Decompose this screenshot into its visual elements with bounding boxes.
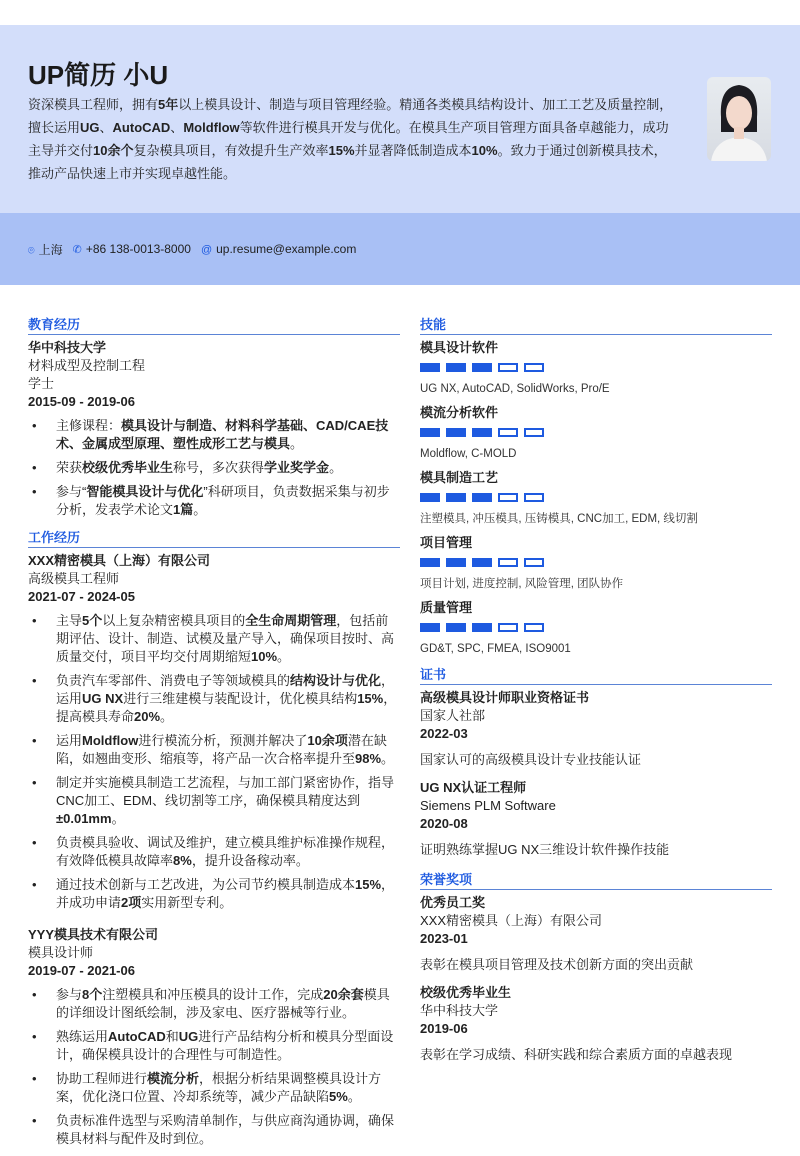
email-text[interactable]: up.resume@example.com (216, 242, 357, 256)
school-name: 华中科技大学 (28, 340, 107, 355)
text-segment: 等软件进行模具开发与优化。在模具生产项目管理方面具备卓越能力，成功主导并交付 (28, 120, 669, 158)
skill-detail: UG NX, AutoCAD, SolidWorks, Pro/E (420, 383, 610, 395)
entry-description: 表彰在学习成绩、科研实践和综合素质方面的卓越表现 (420, 1047, 733, 1062)
education-bullets (28, 417, 400, 519)
text-segment: 以上模具设计、制造与项目管理经验。精通各类模具结构设计、加工工艺及质量控制，擅长运用 (28, 97, 673, 135)
skill-name: 模流分析软件 (420, 405, 499, 420)
text-segment: ，运用 (56, 673, 395, 706)
text-segment: 。 (381, 751, 395, 766)
left-column (28, 314, 400, 1156)
bold-text: 98% (355, 751, 382, 766)
entry-name: 优秀员工奖 (420, 895, 486, 910)
text-segment: 实用新型专利。 (141, 895, 233, 910)
text-segment: 荣获 (56, 460, 83, 475)
level-filled (472, 623, 492, 632)
phone-text: +86 138-0013-8000 (85, 242, 191, 256)
level-empty (498, 363, 518, 372)
certificate-entry (420, 779, 772, 859)
section-title-skills: 技能 (420, 314, 772, 335)
skill-item (420, 339, 772, 398)
level-empty (498, 623, 518, 632)
bold-text: 8% (173, 853, 192, 868)
text-segment: 。 (277, 649, 291, 664)
bold-text: 20余套 (323, 987, 364, 1002)
candidate-name: UP简历 小U (28, 60, 169, 90)
text-segment: 运用 (56, 733, 83, 748)
skill-detail: GD&T, SPC, FMEA, ISO9001 (420, 643, 571, 655)
award-entry (420, 984, 772, 1064)
skill-name: 质量管理 (420, 600, 473, 615)
text-segment: 参与 (56, 987, 83, 1002)
level-empty (498, 428, 518, 437)
section-title-awards: 荣誉奖项 (420, 869, 772, 890)
text-segment: ，根据分析结果调整模具设计方案，优化浇口位置、冷却系统等，减少产品缺陷 (56, 1071, 382, 1104)
level-filled (420, 493, 440, 502)
level-empty (498, 493, 518, 502)
level-filled (446, 623, 466, 632)
bold-text: 模流分析 (147, 1071, 200, 1086)
text-segment: 负责模具验收、调试及维护，建立模具维护标准操作规程，有效降低模具故障率 (56, 835, 395, 868)
text-segment: ，提高模具寿命 (56, 691, 397, 724)
level-filled (446, 493, 466, 502)
contact-phone (73, 242, 191, 256)
entry-org: 华中科技大学 (420, 1003, 499, 1018)
bullet-item (28, 732, 400, 768)
bold-text: 20% (134, 709, 161, 724)
contact-email (201, 242, 356, 256)
bold-text: 校级优秀毕业生 (82, 460, 174, 475)
location-pin-icon: ⌾ (28, 244, 35, 257)
level-filled (472, 558, 492, 567)
major: 材料成型及控制工程 (28, 358, 146, 373)
skill-level-bar (420, 623, 772, 632)
bold-text: AutoCAD (112, 120, 171, 135)
text-segment: 。 (160, 709, 174, 724)
text-segment: 复杂模具项目，有效提升生产效率 (133, 143, 329, 158)
bullet-item (28, 1070, 400, 1106)
text-segment: ，提升设备稼动率。 (191, 853, 309, 868)
text-segment: 潜在缺陷，如翘曲变形、缩痕等，将产品一次合格率提升至 (56, 733, 387, 766)
text-segment: 协助工程师进行 (56, 1071, 148, 1086)
text-segment: 参与“ (56, 484, 87, 499)
bullet-item (28, 1028, 400, 1064)
bold-text: UG (178, 1029, 199, 1044)
level-empty (498, 558, 518, 567)
bold-text: 10余个 (93, 143, 134, 158)
job-dates: 2021-07 - 2024-05 (28, 589, 135, 604)
email-at-icon: @ (200, 244, 213, 256)
bullet-item (28, 483, 400, 519)
skill-detail: 注塑模具, 冲压模具, 压铸模具, CNC加工, EDM, 线切割 (420, 513, 698, 525)
skill-item (420, 599, 772, 658)
skill-name: 项目管理 (420, 535, 473, 550)
bold-text: 5年 (158, 97, 179, 112)
bold-text: 全生命周期管理 (245, 613, 337, 628)
bold-text: UG NX (82, 691, 124, 706)
text-segment: 。 (347, 1089, 361, 1104)
job-role: 高级模具工程师 (28, 571, 120, 586)
certificate-entry (420, 689, 772, 769)
job-entry (28, 552, 400, 912)
text-segment: 进行三维建模与装配设计，优化模具结构 (123, 691, 358, 706)
text-segment: 制定并实施模具制造工艺流程，与加工部门紧密协作，指导CNC加工、EDM、线切割等工序，确保模具精度达到 (56, 775, 395, 808)
level-filled (420, 363, 440, 372)
entry-description: 国家认可的高级模具设计专业技能认证 (420, 752, 642, 767)
bullet-item (28, 1112, 400, 1148)
skill-item (420, 404, 772, 463)
text-segment: 。 (290, 436, 304, 451)
bold-text: 8个 (82, 987, 103, 1002)
text-segment: 以上复杂精密模具项目的 (102, 613, 246, 628)
phone-icon: ✆ (72, 244, 82, 256)
awards-list (420, 894, 772, 1064)
text-segment: 。致力于通过创新模具技术，推动产品快速上市并实现卓越性能。 (28, 143, 667, 181)
text-segment: 模具的详细设计图纸绘制，涉及家电、医疗器械等行业。 (56, 987, 390, 1020)
entry-date: 2022-03 (420, 726, 468, 741)
entry-date: 2023-01 (420, 931, 468, 946)
text-segment: ，包括前期评估、设计、制造、试模及量产导入，确保项目按时、高质量交付，项目平均交付周期缩短 (56, 613, 395, 664)
text-segment: 通过技术创新与工艺改进，为公司节约模具制造成本 (56, 877, 356, 892)
skill-level-bar (420, 363, 772, 372)
contact-location (28, 241, 63, 258)
bullet-item (28, 986, 400, 1022)
text-segment: 。 (193, 502, 207, 517)
skill-level-bar (420, 428, 772, 437)
bold-text: 15% (357, 691, 384, 706)
level-filled (472, 493, 492, 502)
bold-text: Moldflow (82, 733, 139, 748)
bold-text: 5个 (82, 613, 103, 628)
level-empty (524, 623, 544, 632)
level-filled (472, 363, 492, 372)
skill-level-bar (420, 493, 772, 502)
entry-name: 校级优秀毕业生 (420, 985, 512, 1000)
text-segment: 负责汽车零部件、消费电子等领域模具的 (56, 673, 291, 688)
bullet-item (28, 612, 400, 666)
certificates-list (420, 689, 772, 859)
entry-name: 高级模具设计师职业资格证书 (420, 690, 590, 705)
text-segment: 主导 (56, 613, 83, 628)
award-entry (420, 894, 772, 974)
bullet-item (28, 834, 400, 870)
bold-text: 学业奖学金 (264, 460, 330, 475)
text-segment: 、 (170, 120, 184, 135)
bullet-item (28, 876, 400, 912)
text-segment: 资深模具工程师，拥有 (28, 97, 159, 112)
text-segment: 注塑模具和冲压模具的设计工作，完成 (102, 987, 324, 1002)
job-entry (28, 926, 400, 1148)
job-role: 模具设计师 (28, 945, 94, 960)
education-dates: 2015-09 - 2019-06 (28, 394, 135, 409)
bold-text: 10余项 (307, 733, 348, 748)
text-segment: 。 (111, 811, 125, 826)
bullet-item (28, 774, 400, 828)
level-filled (446, 363, 466, 372)
section-title-education: 教育经历 (28, 314, 400, 335)
entry-date: 2019-06 (420, 1021, 468, 1036)
degree: 学士 (28, 376, 55, 391)
bold-text: Moldflow (183, 120, 240, 135)
text-segment: 进行模流分析，预测并解决了 (138, 733, 308, 748)
bullet-item (28, 672, 400, 726)
bold-text: ±0.01mm (56, 811, 112, 826)
contact-bar (0, 213, 800, 285)
bold-text: 5% (329, 1089, 348, 1104)
bullet-item (28, 459, 400, 477)
skill-item (420, 469, 772, 528)
skill-level-bar (420, 558, 772, 567)
level-filled (472, 428, 492, 437)
bold-text: 15% (328, 143, 355, 158)
entry-description: 证明熟练掌握UG NX三维设计软件操作技能 (420, 842, 670, 857)
company-name: XXX精密模具（上海）有限公司 (28, 553, 211, 568)
text-segment: 和 (165, 1029, 179, 1044)
skill-item (420, 534, 772, 593)
summary (28, 93, 678, 185)
bold-text: 15% (355, 877, 382, 892)
text-segment: 、 (99, 120, 113, 135)
text-segment: 并显著降低制造成本 (354, 143, 472, 158)
job-bullets (28, 986, 400, 1148)
text-segment: 熟练运用 (56, 1029, 109, 1044)
text-segment: 。 (329, 460, 343, 475)
entry-org: XXX精密模具（上海）有限公司 (420, 913, 603, 928)
skill-name: 模具制造工艺 (420, 470, 499, 485)
skill-detail: 项目计划, 进度控制, 风险管理, 团队协作 (420, 578, 624, 590)
bold-text: 结构设计与优化 (290, 673, 382, 688)
level-filled (420, 623, 440, 632)
entry-org: Siemens PLM Software (420, 798, 556, 813)
header (0, 25, 800, 213)
company-name: YYY模具技术有限公司 (28, 927, 159, 942)
location-text: 上海 (38, 242, 63, 257)
job-dates: 2019-07 - 2021-06 (28, 963, 135, 978)
bold-text: 智能模具设计与优化 (86, 484, 204, 499)
text-segment: 称号，多次获得 (173, 460, 265, 475)
text-segment: 主修课程： (56, 418, 122, 433)
level-empty (524, 558, 544, 567)
section-title-work: 工作经历 (28, 527, 400, 548)
level-empty (524, 363, 544, 372)
bold-text: 10% (471, 143, 498, 158)
bold-text: AutoCAD (108, 1029, 166, 1044)
level-filled (420, 558, 440, 567)
bold-text: UG (80, 120, 100, 135)
level-empty (524, 428, 544, 437)
bold-text: 模具设计与制造、材料科学基础、CAD/CAE技术、金属成型原理、塑性成形工艺与模具 (56, 418, 389, 451)
level-filled (446, 558, 466, 567)
bold-text: 10% (251, 649, 278, 664)
level-filled (446, 428, 466, 437)
profile-photo (707, 77, 771, 161)
section-title-certificates: 证书 (420, 664, 772, 685)
entry-org: 国家人社部 (420, 708, 486, 723)
entry-name: UG NX认证工程师 (420, 780, 527, 795)
text-segment: ，并成功申请 (56, 877, 395, 910)
skill-detail: Moldflow, C-MOLD (420, 448, 517, 460)
job-bullets (28, 612, 400, 912)
level-filled (420, 428, 440, 437)
entry-date: 2020-08 (420, 816, 468, 831)
bold-text: 2项 (121, 895, 142, 910)
bold-text: 1篇 (173, 502, 194, 517)
right-column (420, 314, 772, 1074)
work-entries (28, 552, 400, 1148)
entry-description: 表彰在模具项目管理及技术创新方面的突出贡献 (420, 957, 694, 972)
text-segment: ”科研项目，负责数据采集与初步分析，发表学术论文 (56, 484, 390, 517)
skills-list (420, 339, 772, 658)
bullet-item (28, 417, 400, 453)
text-segment: 负责标准件选型与采购清单制作，与供应商沟通协调，确保模具材料与配件及时到位。 (56, 1113, 395, 1146)
level-empty (524, 493, 544, 502)
skill-name: 模具设计软件 (420, 340, 499, 355)
text-segment: 进行产品结构分析和模具分型面设计，确保模具设计的合理性与可制造性。 (56, 1029, 394, 1062)
